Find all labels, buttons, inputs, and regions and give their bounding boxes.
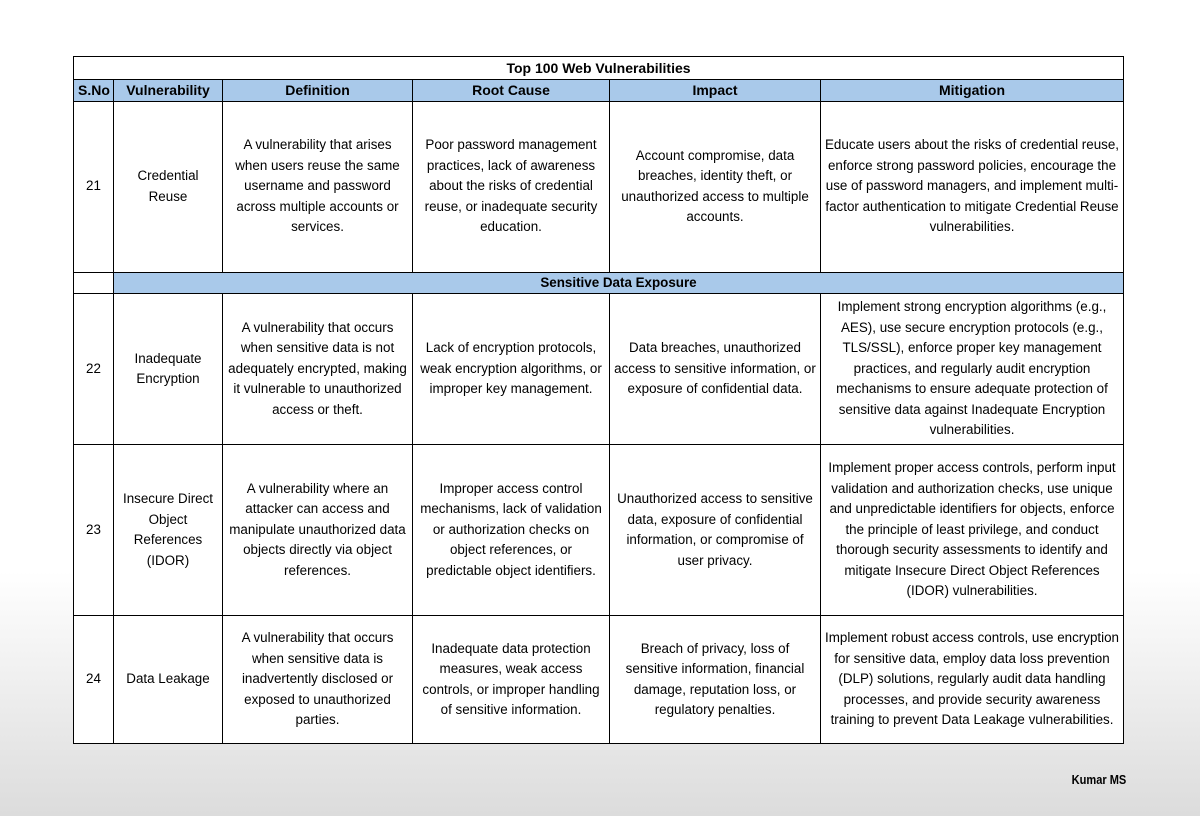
header-root-cause: Root Cause <box>413 80 610 102</box>
cell-definition: A vulnerability that occurs when sensitive data is inadvertently disclosed or exposed to unauthorized parties. <box>223 616 413 744</box>
cell-mitigation: Implement robust access controls, use encryption for sensitive data, employ data loss prevention (DLP) solutions, regularly audit data handling processes, and provide security awareness training to prevent Data Leakage vulnerabilities. <box>821 616 1124 744</box>
section-row <box>74 272 1124 294</box>
cell-vulnerability: Credential Reuse <box>114 101 223 272</box>
cell-definition: A vulnerability that arises when users reuse the same username and password across multiple accounts or services. <box>223 101 413 272</box>
table-row <box>74 294 1124 445</box>
header-impact: Impact <box>610 80 821 102</box>
table-row <box>74 616 1124 744</box>
cell-vulnerability: Insecure Direct Object References (IDOR) <box>114 445 223 616</box>
header-sno: S.No <box>74 80 114 102</box>
cell-sno: 22 <box>74 294 114 445</box>
section-blank-cell <box>74 272 114 294</box>
table-title: Top 100 Web Vulnerabilities <box>74 57 1124 80</box>
cell-definition: A vulnerability where an attacker can access and manipulate unauthorized data objects directly via object references. <box>223 445 413 616</box>
header-mitigation: Mitigation <box>821 80 1124 102</box>
cell-vulnerability: Inadequate Encryption <box>114 294 223 445</box>
section-label: Sensitive Data Exposure <box>114 272 1124 294</box>
author-credit: Kumar MS <box>1071 772 1126 787</box>
cell-mitigation: Implement strong encryption algorithms (e.g., AES), use secure encryption protocols (e.g., TLS/SSL), enforce proper key management practices, and regularly audit encryption mechanisms to ensure adequate protection of sensitive data against Inadequate Encryption vulnerabilities. <box>821 294 1124 445</box>
cell-impact: Account compromise, data breaches, identity theft, or unauthorized access to multiple accounts. <box>610 101 821 272</box>
cell-impact: Breach of privacy, loss of sensitive information, financial damage, reputation loss, or regulatory penalties. <box>610 616 821 744</box>
cell-root-cause: Poor password management practices, lack of awareness about the risks of credential reuse, or inadequate security education. <box>413 101 610 272</box>
cell-vulnerability: Data Leakage <box>114 616 223 744</box>
cell-definition: A vulnerability that occurs when sensitive data is not adequately encrypted, making it vulnerable to unauthorized access or theft. <box>223 294 413 445</box>
cell-sno: 24 <box>74 616 114 744</box>
cell-root-cause: Improper access control mechanisms, lack of validation or authorization checks on object references, or predictable object identifiers. <box>413 445 610 616</box>
vulnerabilities-table <box>73 56 1124 744</box>
cell-mitigation: Implement proper access controls, perform input validation and authorization checks, use unique and unpredictable identifiers for objects, enforce the principle of least privilege, and conduct thorough security assessments to identify and mitigate Insecure Direct Object References (IDOR) vulnerabilities. <box>821 445 1124 616</box>
header-definition: Definition <box>223 80 413 102</box>
cell-sno: 21 <box>74 101 114 272</box>
cell-sno: 23 <box>74 445 114 616</box>
cell-impact: Data breaches, unauthorized access to sensitive information, or exposure of confidential data. <box>610 294 821 445</box>
header-vulnerability: Vulnerability <box>114 80 223 102</box>
cell-root-cause: Inadequate data protection measures, weak access controls, or improper handling of sensitive information. <box>413 616 610 744</box>
cell-impact: Unauthorized access to sensitive data, exposure of confidential information, or compromise of user privacy. <box>610 445 821 616</box>
table-row <box>74 101 1124 272</box>
table-row <box>74 445 1124 616</box>
cell-root-cause: Lack of encryption protocols, weak encryption algorithms, or improper key management. <box>413 294 610 445</box>
cell-mitigation: Educate users about the risks of credential reuse, enforce strong password policies, encourage the use of password managers, and implement multi-factor authentication to mitigate Credential Reuse vulnerabilities. <box>821 101 1124 272</box>
